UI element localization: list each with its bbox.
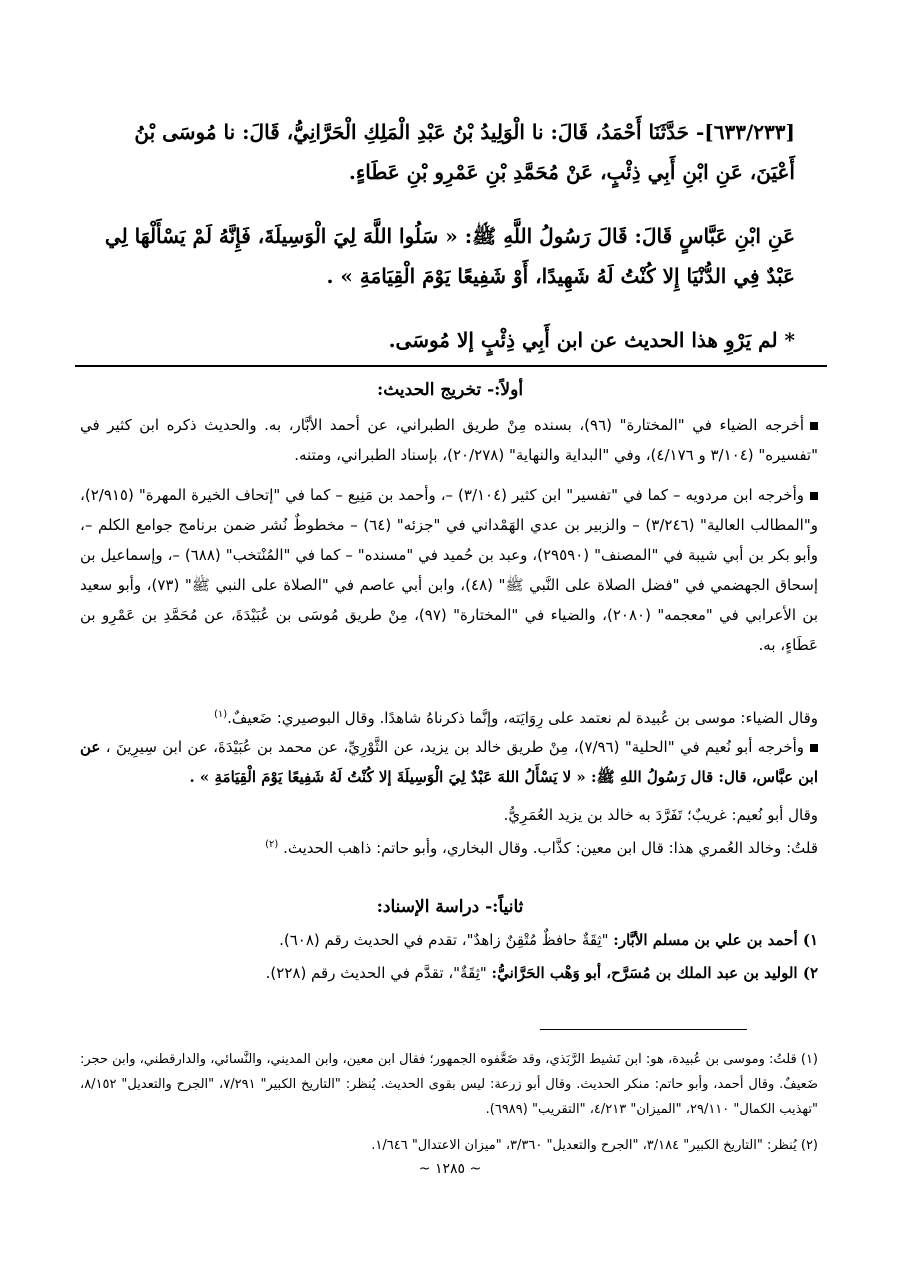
narrator-1-grade: "ثِقَةٌ حافظٌ مُتْقِنٌ زاهدٌ"، تقدم في الحديث رقم (٦٠٨). (279, 931, 614, 949)
narrator-2 (80, 958, 818, 988)
paragraph-3 (80, 700, 818, 733)
paragraph-1-text: أخرجه الضياء في "المختارة" (٩٦)، بسنده مِنْ طريق الطبراني، عن أحمد الأبَّار، به. والحديث ذكره ابن كثير في "تفسيره" (٣/١٠٤ و ٤/١٧٦)، وفي "البداية والنهاية" (٢٠/٢٧٨)، بإسناد الطبراني، ومتنه. (80, 416, 818, 464)
paragraph-6-text: قلتُ: وخالد العُمري هذا: قال ابن معين: كذَّاب. وقال البخاري، وأبو حاتم: ذاهب الحديث. (283, 839, 818, 857)
paragraph-5: وقال أبو نُعيم: غريبٌ؛ تَفَرَّدَ به خالد بن يزيد العُمَرِيُّ. (503, 806, 818, 824)
narrator-2-name: ٢) الوليد بن عبد الملك بن مُسَرَّح، أبو وَهْب الحَرَّانيُّ: (491, 964, 818, 982)
bullet-icon (810, 744, 818, 752)
section-title-isnad: ثانياً:- دراسة الإسناد: (376, 897, 524, 917)
hadith-text: عَنِ ابْنِ عَبَّاسٍ قَالَ: قَالَ رَسُولُ اللَّهِ ﷺ: « سَلُوا اللَّهَ لِيَ الْوَسِيلَةَ، فَإِنَّهُ لَمْ يَسْأَلْهَا لِي عَبْدٌ فِي الدُّنْيَا إِلا كُنْتُ لَهُ شَهِيدًا، أَوْ شَفِيعًا يَوْمَ الْقِيَامَةِ » . (104, 224, 795, 288)
paragraph-2-text: وأخرجه ابن مردويه – كما في "تفسير" ابن كثير (٣/١٠٤) –، وأحمد بن مَنِيع – كما في "إتحاف الخيرة المهرة" (٢/٩١٥)، و"المطالب العالية" (٣/٢٤٦) – والزبير بن عدي الهَمْداني في "جزئه" (٦٤) – مخطوطٌ نُشر ضمن برنامج جوامع الكلم –، وأبو بكر بن أبي شيبة في "المصنف" (٢٩٥٩٠)، وعبد بن حُميد في "مسنده" – كما في "المُنْتخب" (٦٨٨) –، وإسماعيل بن إسحاق الجهضمي في "فضل الصلاة على النَّبي ﷺ" (٤٨)، وابن أبي عاصم في "الصلاة على النبي ﷺ" (٧٣)، وأبو سعيد بن الأعرابي في "معجمه" (٢٠٨٠)، والضياء في "المختارة" (٩٧)، مِنْ طريق مُوسَى بن عُبَيْدَةَ، عن مُحَمَّدِ بن عَمْرِو بن عَطَاءٍ، به. (80, 486, 818, 654)
paragraph-3-text: وقال الضياء: موسى بن عُبيدة لم نعتمد على رِوَايَته، وإنَّما ذكرناهُ شاهدًا. وقال البوصيري: ضَعيفٌ. (227, 709, 818, 727)
paragraph-4-text: وأخرجه أبو نُعيم في "الحلية" (٧/٩٦)، مِنْ طريق خالد بن يزيد، عن الثَّوْرِيِّ، عن محمد بن عُبَيْدَةَ، عن ابن سِيرِينَ ، (100, 738, 805, 756)
narrator-1-name: ١) أحمد بن علي بن مسلم الأبَّار: (613, 931, 818, 949)
footnote-ref-2[interactable]: (٢) (265, 839, 279, 850)
paragraph-6 (80, 830, 818, 863)
paragraph-4-hadith: عن ابن عبَّاس، قال: قال رَسُولُ اللهِ ﷺ: « لا يَسْأَلُ اللهَ عَبْدٌ لِيَ الْوَسِيلَةَ إلا كُنْتُ لَهُ شَفِيعًا يَوْمَ الْقِيَامَةِ » . (80, 738, 818, 786)
hadith-note: * لم يَرْوِ هذا الحديث عن ابن أَبِي ذِئْبٍ إلا مُوسَى. (388, 328, 795, 352)
paragraph-1 (80, 410, 818, 470)
footnote-1: (١) قلتُ: وموسى بن عُبيدة، هو: ابن نَشيط الرَّبَذي، وقد ضَعَّفوه الجمهور؛ فقال ابن معين، وابن المديني، والنَّسائي، والدارقطني، وابن حجر: ضَعيفٌ. وقال أحمد، وأبو حاتم: منكر الحديث. وقال أبو زرعة: ليس بقوى الحديث. يُنظر: "التاريخ الكبير" ٧/٢٩١، "الجرح والتعديل" ٨/١٥٢، "تهذيب الكمال" ٢٩/١١٠، "الميزان" ٤/٢١٣، "التقريب" (٦٩٨٩). (80, 1052, 818, 1117)
bullet-icon (810, 422, 818, 430)
footnote-2: (٢) يُنظر: "التاريخ الكبير" ٣/١٨٤، "الجرح والتعديل" ٣/٣٦٠، "ميزان الاعتدال" ١/٦٤٦. (371, 1138, 818, 1153)
header-divider (75, 365, 827, 367)
footnote-divider (540, 1029, 747, 1030)
paragraph-4 (80, 732, 818, 792)
narrator-1 (80, 925, 818, 955)
section-title-takhrij: أولاً:- تخريج الحديث: (376, 380, 524, 400)
page-number: ~ ١٢٨٥ ~ (418, 1161, 482, 1177)
footnote-ref-1[interactable]: (١) (213, 709, 228, 720)
narrator-2-grade: "ثِقَةٌ"، تقدَّم في الحديث رقم (٢٢٨). (265, 964, 492, 982)
bullet-icon (810, 492, 818, 500)
paragraph-2 (80, 480, 818, 660)
hadith-chain: [٦٣٣/٢٣٣]- حَدَّثَنَا أَحْمَدُ، قَالَ: نا الْوَلِيدُ بْنُ عَبْدِ الْمَلِكِ الْحَرَّانِيُّ، قَالَ: نا مُوسَى بْنُ أَعْيَنَ، عَنِ ابْنِ أَبِي ذِئْبٍ، عَنْ مُحَمَّدِ بْنِ عَمْرِو بْنِ عَطَاءٍ. (134, 120, 795, 184)
